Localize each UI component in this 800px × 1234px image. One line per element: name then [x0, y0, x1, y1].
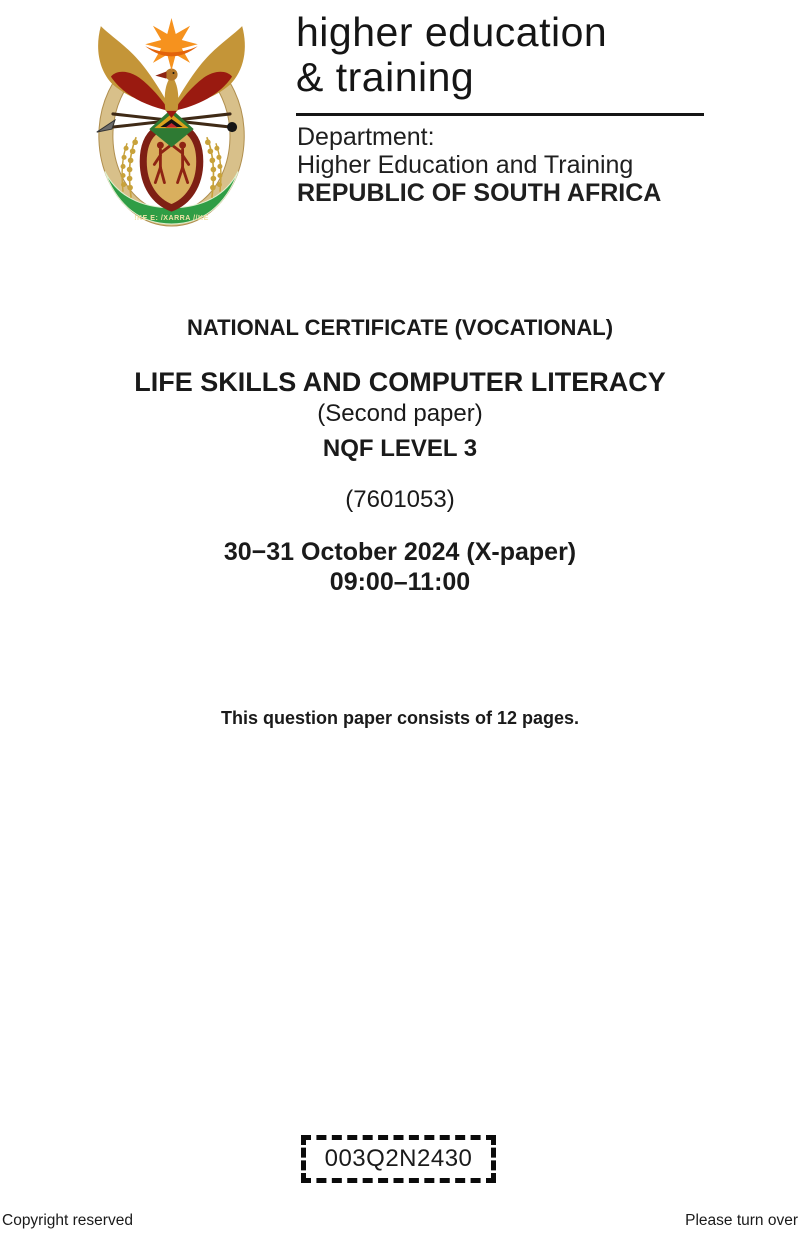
exam-time: 09:00–11:00 — [329, 568, 471, 596]
subject-code: (7601053) — [345, 486, 455, 513]
department-name: Higher Education and Training — [297, 151, 634, 179]
paper-number-box — [301, 1135, 496, 1183]
sun — [145, 18, 197, 70]
wordmark-line2: & training — [296, 54, 475, 100]
subject-title: LIFE SKILLS AND COMPUTER LITERACY — [134, 367, 666, 397]
logo-motto: !KE E: /XARRA //KE — [134, 214, 209, 222]
wordmark-line1: higher education — [296, 9, 608, 55]
footer-copyright: Copyright reserved — [2, 1212, 133, 1229]
department-block — [297, 123, 661, 207]
logo-wordmark — [296, 10, 607, 100]
paper-number: 003Q2N2430 — [324, 1145, 473, 1172]
country-name: REPUBLIC OF SOUTH AFRICA — [297, 179, 662, 207]
footer-turn-over: Please turn over — [685, 1212, 798, 1229]
coat-of-arms-logo — [88, 14, 256, 228]
pages-note: This question paper consists of 12 pages. — [220, 708, 580, 728]
paper-label: (Second paper) — [317, 400, 483, 427]
department-label: Department: — [297, 123, 435, 151]
nqf-level: NQF LEVEL 3 — [322, 435, 478, 462]
exam-date: 30−31 October 2024 (X-paper) — [223, 538, 577, 566]
certificate-title: NATIONAL CERTIFICATE (VOCATIONAL) — [186, 315, 614, 340]
logo-divider-rule — [296, 113, 704, 116]
